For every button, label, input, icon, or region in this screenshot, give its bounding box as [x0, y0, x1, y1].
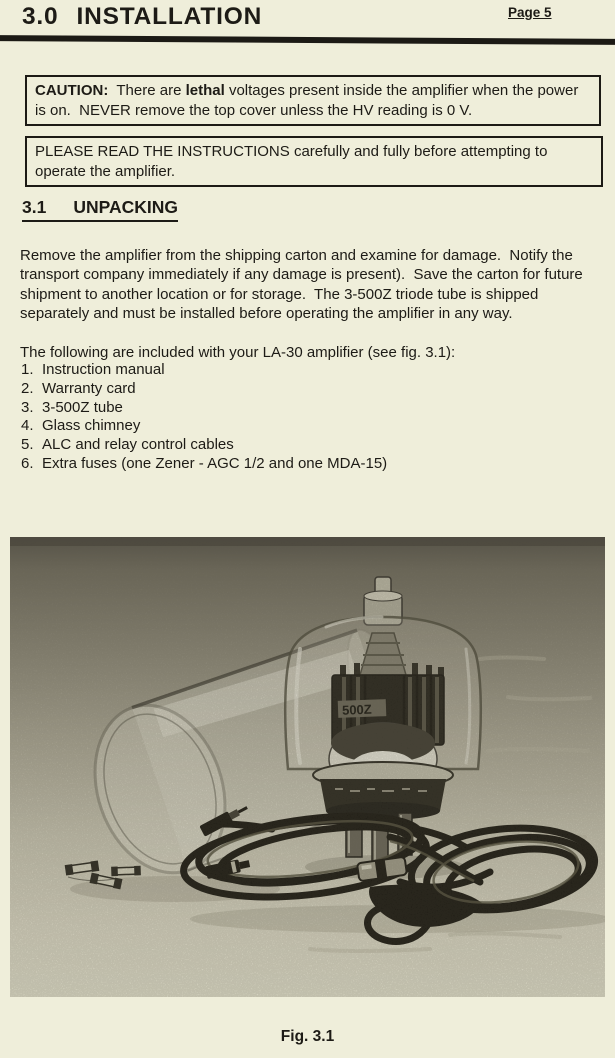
list-item — [21, 399, 387, 418]
caution-text-1: There are — [108, 82, 186, 99]
header-rule — [0, 35, 615, 44]
list-item-text: 3-500Z tube — [42, 398, 123, 416]
caution-label: CAUTION: — [35, 82, 109, 99]
list-item-number: 2. — [21, 379, 34, 397]
list-item-text: Extra fuses (one Zener - AGC 1/2 and one MDA-15) — [42, 454, 388, 472]
figure-photo — [10, 537, 605, 997]
unpacking-photo — [10, 537, 605, 997]
list-item-number: 3. — [21, 398, 34, 416]
list-item — [21, 380, 387, 399]
list-item-number: 4. — [21, 417, 34, 435]
list-item — [21, 436, 387, 455]
figure-caption: Fig. 3.1 — [280, 1028, 335, 1045]
section-title: INSTALLATION — [76, 3, 263, 30]
subsection-heading — [22, 197, 178, 222]
included-intro: The following are included with your LA-30 amplifier (see fig. 3.1): — [20, 344, 456, 361]
notice-box — [25, 136, 603, 187]
list-item — [21, 455, 387, 474]
list-item-text: ALC and relay control cables — [42, 436, 234, 454]
subsection-title: UNPACKING — [73, 197, 179, 217]
list-item-text: Glass chimney — [42, 417, 141, 435]
list-item — [21, 417, 387, 436]
unpacking-paragraph: Remove the amplifier from the shipping carton and examine for damage. Notify the transport company immediately if any damage is present). Save the carton for future shipment to another location or for storage. The 3-500Z triode tube is shipped separately and must be installed before operating the amplifier in any way. — [20, 247, 587, 322]
list-item — [21, 361, 387, 380]
caution-box — [25, 75, 601, 126]
list-item-text: Warranty card — [42, 379, 136, 397]
tube-label: 500Z — [341, 701, 372, 718]
page-title — [22, 3, 262, 31]
list-item-text: Instruction manual — [42, 361, 165, 378]
subsection-number: 3.1 — [22, 197, 47, 217]
section-number: 3.0 — [22, 3, 59, 30]
list-item-number: 1. — [21, 361, 34, 378]
list-item-number: 5. — [21, 436, 34, 454]
list-item-number: 6. — [21, 454, 34, 472]
included-items-list — [21, 361, 387, 474]
photo-grain — [10, 537, 605, 997]
page-number: Page 5 — [508, 5, 552, 20]
caution-bold-word: lethal — [185, 82, 225, 99]
notice-text: PLEASE READ THE INSTRUCTIONS carefully and fully before attempting to operate the amplifier. — [35, 143, 552, 180]
caution-text-2: voltages present inside the amplifier when the power is on. NEVER remove the top cover unless the HV reading is 0 V. — [35, 82, 583, 119]
